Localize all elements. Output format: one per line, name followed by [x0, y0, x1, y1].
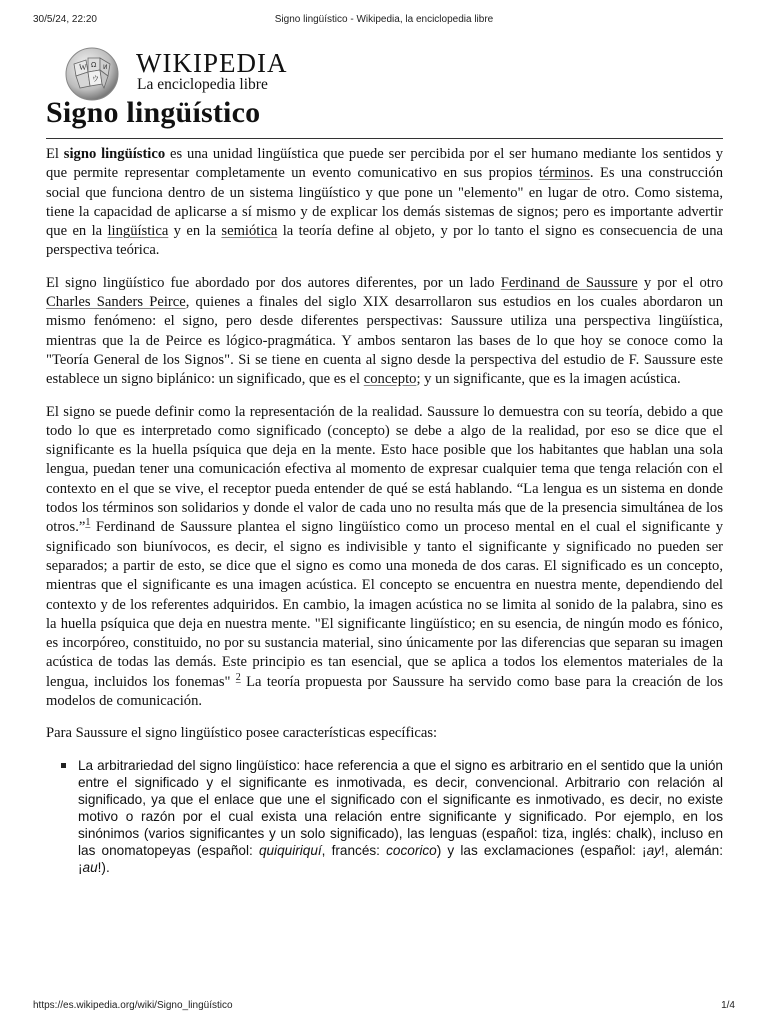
paragraph-characteristics: Para Saussure el signo lingüístico posee características específicas:: [46, 725, 438, 742]
list-item: La arbitrariedad del signo lingüístico: hace referencia a que el signo es arbitrario en el sentido que la unión entre el significado y el significante es inmotivada, es decir, convencional. Arbitrario con relación al significado, ya que el enlace que une el significado con el significante es inmotivado, es decir, no existe motivo o razón por el cual exista una relación entre significante y significado. Por ejemplo, en los sinónimos (varios significantes y un solo significado), las lenguas (español: tiza, inglés: chalk), incluso en las onomatopeyas (español: quiquiriquí, francés: cocorico) y las exclamaciones (español: ¡ay!, alemán: ¡au!).: [78, 757, 723, 876]
wikipedia-tagline: La enciclopedia libre: [137, 76, 268, 93]
svg-text:Ω: Ω: [91, 61, 97, 69]
print-footer: [33, 1000, 735, 1014]
paragraph-intro: El signo lingüístico es una unidad lingüística que puede ser percibida por el ser humano mediante los sentidos y que permite representar completamente un evento comunicativo en sus propios términos. Es una construcción social que funciona dentro de un sistema lingüístico y que pone un "elemento" en lugar de otro. Como sistema, tiene la capacidad de aplicarse a sí mismo y de explicar los demás sistemas de signos; pero es importante advertir que en la lingüística y en la semiótica la teoría define al objeto, y por lo tanto el signo es consecuencia de una perspectiva teórica.: [46, 146, 724, 259]
print-date: 30/5/24, 22:20: [33, 14, 97, 25]
paragraph-authors: El signo lingüístico fue abordado por dos autores diferentes, por un lado Ferdinand de Saussure y por el otro Charles Sanders Peirce, quienes a finales del siglo XIX desarrollaron sus estudios en los cuales abordaron un mismo fenómeno: el signo, pero desde diferentes perspectivas: Saussure utiliza una perspectiva lingüística, mientras que la de Peirce es lógico-pragmática. Y ambos sentaron las bases de lo que hoy se conoce como la "Teoría General de los Signos". Si se tiene en cuenta al signo desde la perspectiva del estudio de F. Saussure este establece un signo biplánico: un significado, que es el concepto; y un significante, que es la imagen acústica.: [46, 274, 723, 388]
print-page-title: Signo lingüístico - Wikipedia, la enciclopedia libre: [274, 14, 494, 25]
svg-text:ウ: ウ: [92, 75, 99, 83]
svg-text:W: W: [79, 63, 87, 72]
article-body: [46, 145, 723, 876]
link-linguistica[interactable]: lingüística: [107, 223, 169, 240]
bold-term: signo lingüístico: [63, 146, 166, 162]
title-divider: [46, 138, 723, 139]
wikipedia-wordmark: WIKIPEDIA: [136, 48, 288, 78]
link-concepto[interactable]: concepto: [363, 371, 417, 388]
svg-text:И: И: [103, 64, 108, 71]
print-header: [33, 14, 735, 28]
link-terminos[interactable]: términos: [538, 165, 590, 182]
print-url: https://es.wikipedia.org/wiki/Signo_lingüístico: [33, 1000, 233, 1011]
characteristics-list: [46, 757, 723, 876]
paragraph-definition: El signo se puede definir como la representación de la realidad. Saussure lo demuestra con su teoría, debido a que todo lo que es interpretado como significado (concepto) se debe a algo de la realidad, por eso se dice que el significante es la huella psíquica que deja en la mente. Esto hace posible que los habitantes que hablan una sola lengua, puedan tener una comunicación efectiva al momento de expresar cualquier tema que tenga relación con el contexto en el que se vive, el receptor pueda entender de qué se está hablando. “La lengua es un sistema en donde todos los términos son solidarios y donde el valor de cada uno no resulta más que de la presencia simultánea de los otros.”$^1$ Ferdinand de Saussure plantea el signo lingüístico como un proceso mental en el cual el significante y significado son biunívocos, es decir, el signo es indivisible y tanto el significante y significado no pueden ser separados; a partir de esto, se dice que el signo es como una moneda de dos caras. El significado es un concepto, mientras que el significante es una imagen acústica. El concepto se encuentra en nuestra mente, dependiendo del contexto y de los referentes adquiridos. En cambio, la imagen acústica no se limita al sonido de la palabra, sino es la huella psíquica que deja en nuestra mente. "El significante lingüístico; en su esencia, de ningún modo es fónico, es incorpóreo, constituido, no por su sustancia material, sino únicamente por las diferencias que separan su imagen acústica de todas las demás. Este principio es tan esencial, que se aplica a todos los elementos materiales de la lengua, incluidos los fonemas" $^2$ La teoría propuesta por Saussure ha servido como base para la creación de los modelos de comunicación.: [46, 403, 723, 710]
page-title: Signo lingüístico: [46, 96, 261, 129]
link-semiotica[interactable]: semiótica: [221, 223, 278, 240]
link-saussure[interactable]: Ferdinand de Saussure: [500, 274, 638, 291]
wikipedia-logo[interactable]: [64, 42, 304, 102]
reference-2[interactable]: 2: [235, 671, 241, 683]
bullet-icon: [61, 763, 66, 768]
print-page-number: 1/4: [721, 1000, 735, 1011]
wikipedia-globe-icon: [64, 46, 120, 102]
reference-1[interactable]: 1: [85, 517, 91, 529]
link-peirce[interactable]: Charles Sanders Peirce: [46, 294, 186, 311]
